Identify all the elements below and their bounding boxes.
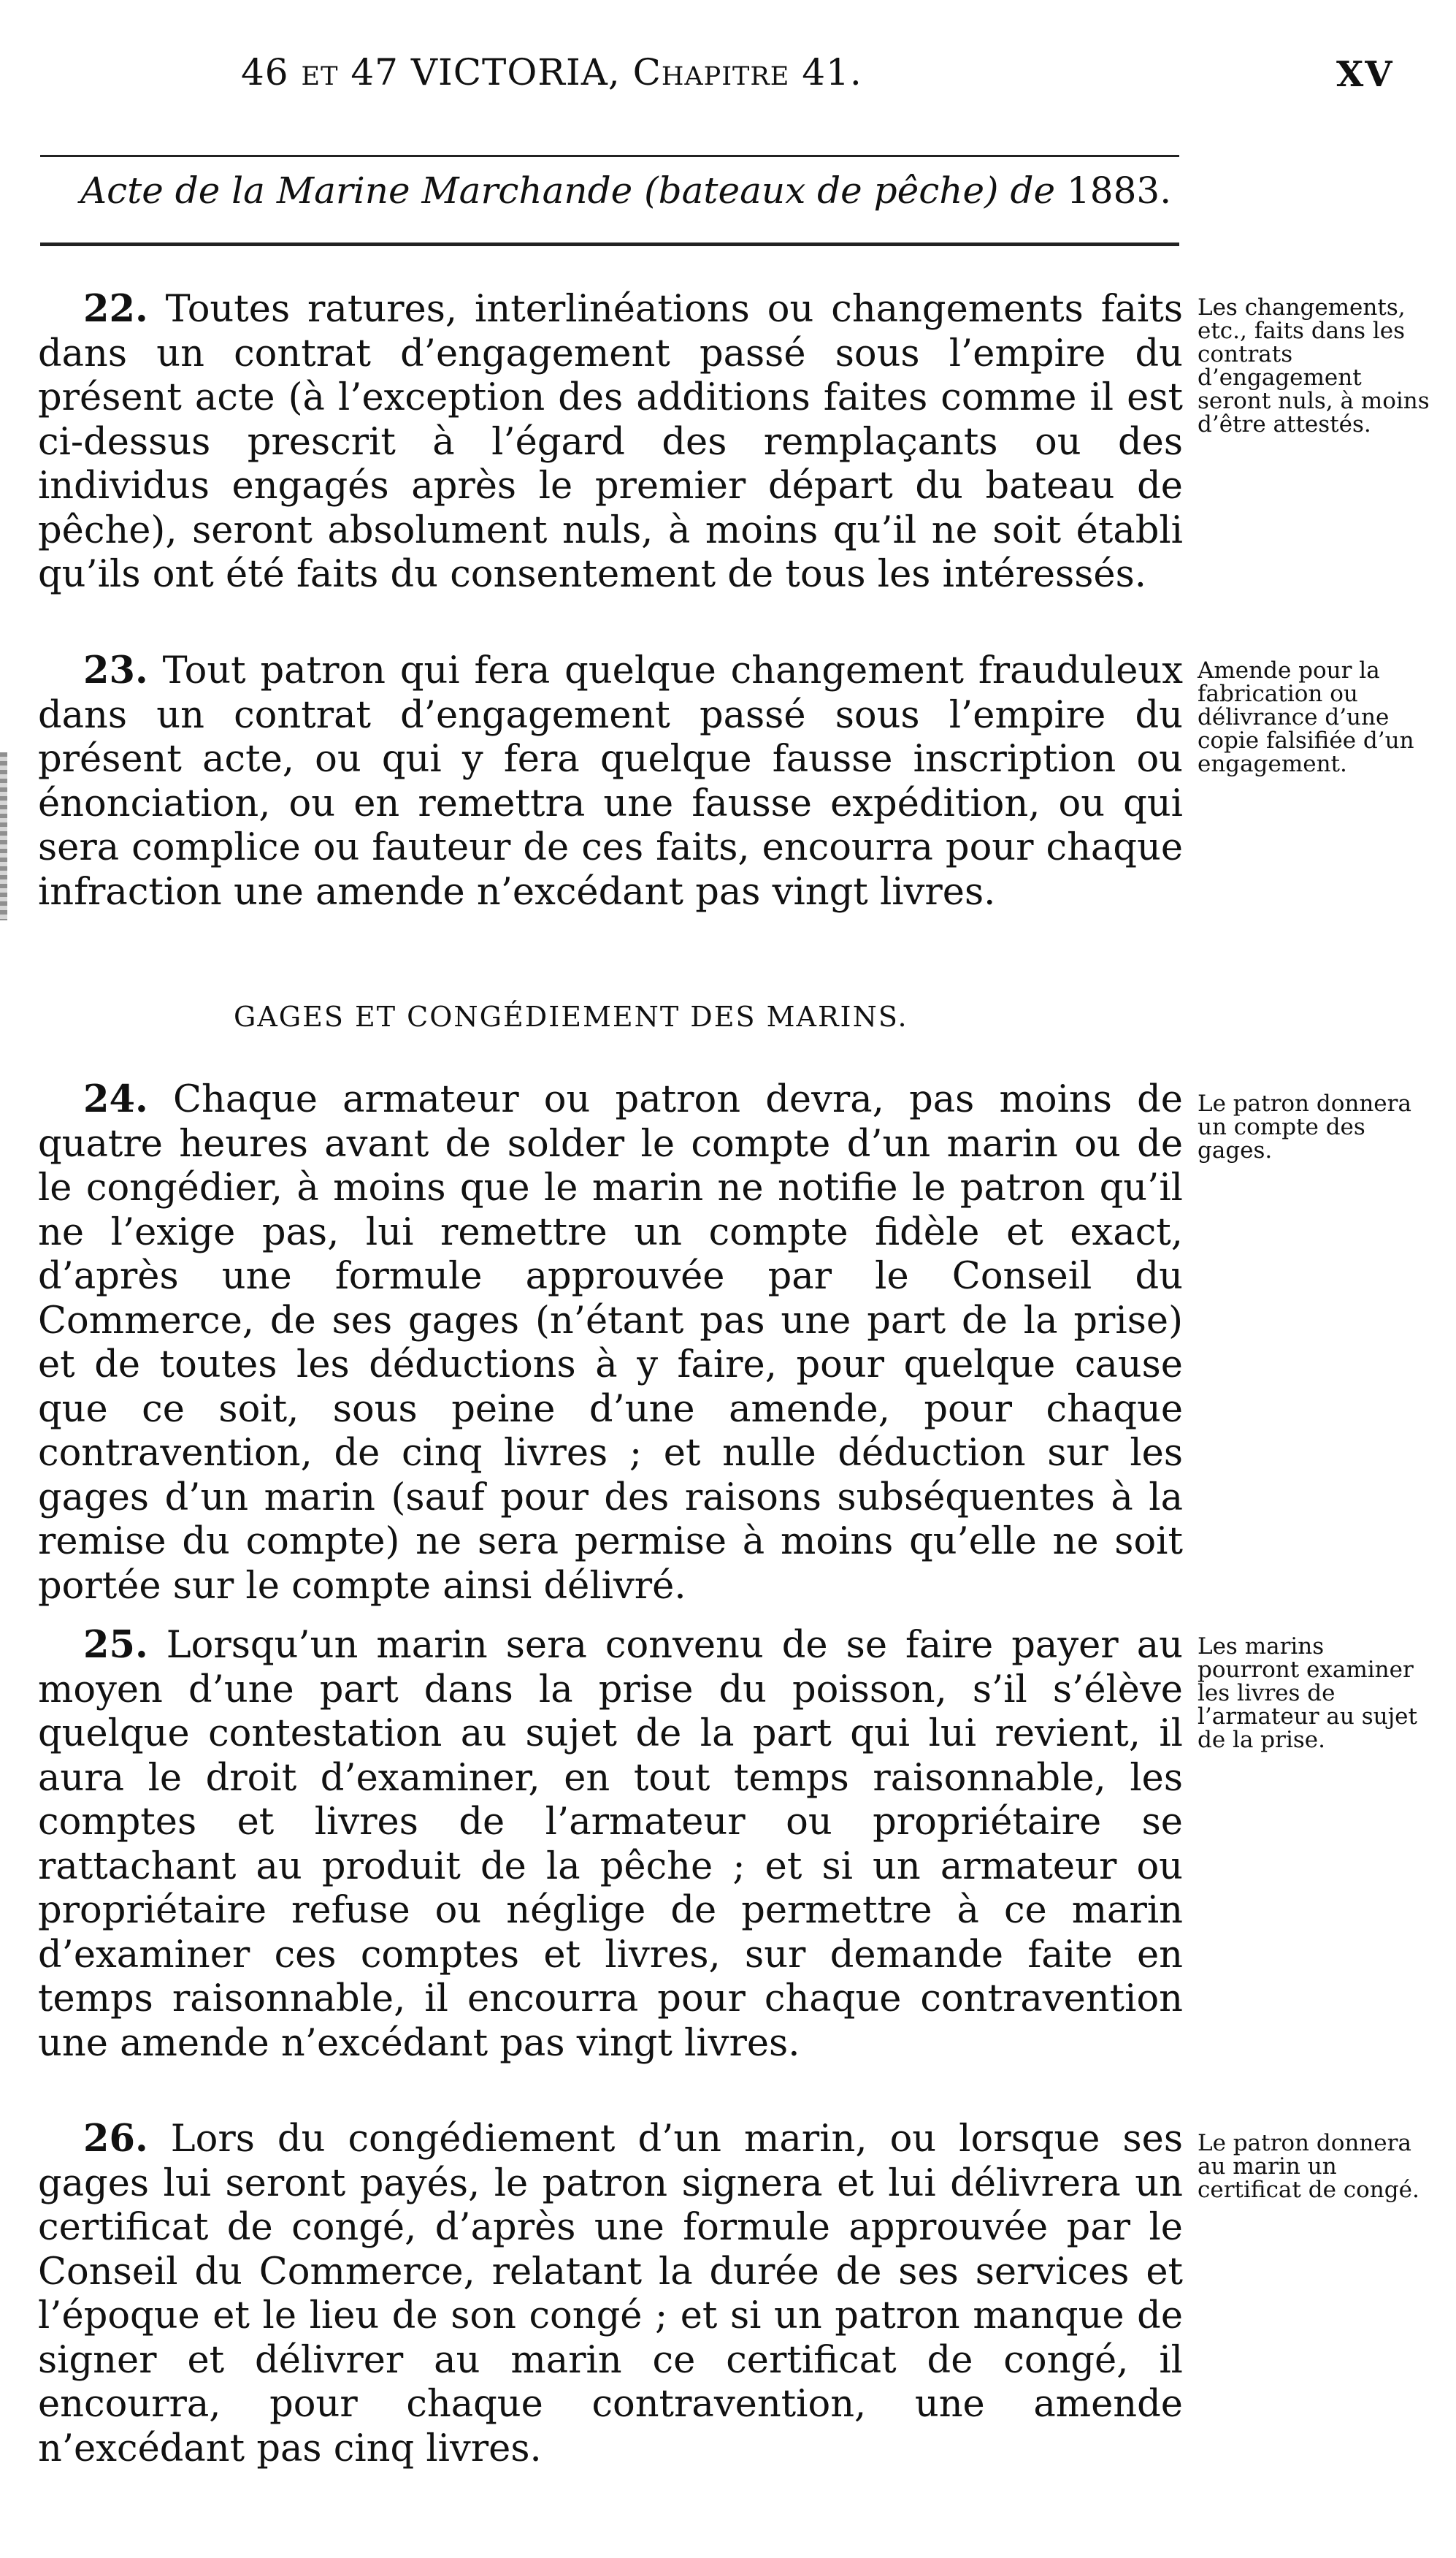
header-chapitre: Chapitre <box>632 51 790 93</box>
marginal-note-22: Les changements, etc., faits dans les contrats d’engagement seront nuls, à moins d’être attestés. <box>1198 294 1430 438</box>
marginal-note-23: Amende pour la fabrication ou délivrance d’une copie falsifiée d’un engagement. <box>1198 657 1414 777</box>
act-title-text: Acte de la Marine Marchande (bateaux de pêche) de <box>80 169 1067 212</box>
header-rule-bottom <box>40 243 1179 246</box>
section-25 <box>38 1623 1183 2066</box>
scan-edge-artifact <box>0 752 7 920</box>
marginal-note-26: Le patron donnera au marin un certificat de congé. <box>1198 2130 1419 2203</box>
section-23 <box>38 649 1183 915</box>
section-number: 25. <box>83 1623 148 1667</box>
section-26 <box>38 2117 1183 2471</box>
running-header <box>241 51 862 93</box>
section-number: 23. <box>83 649 148 692</box>
section-text: Tout patron qui fera quelque changement frauduleux dans un contrat d’engagement passé sous l’empire du présent acte, ou qui y fera quelque fausse inscription ou énonciation, ou en remettra une fausse expédition, ou qui sera complice ou fauteur de ces faits, encourra pour chaque infraction une amende n’excédant pas vingt livres. <box>38 649 1183 914</box>
section-text: Lorsqu’un marin sera convenu de se faire payer au moyen d’une part dans la prise du poisson, s’il s’élève quelque contestation au sujet de la part qui lui revient, il aura le droit d’examiner, en tout temps raisonnable, les comptes et livres de l’armateur ou propriétaire se rattachant au produit de la pêche ; et si un armateur ou propriétaire refuse ou néglige de permettre à ce marin d’examiner ces comptes et livres, sur demande faite en temps raisonnable, il encourra pour chaque contravention une amende n’excédant pas vingt livres. <box>38 1624 1183 2065</box>
header-rule-top <box>40 155 1179 157</box>
section-24 <box>38 1077 1183 1608</box>
header-number: 41. <box>789 51 862 93</box>
section-heading: GAGES ET CONGÉDIEMENT DES MARINS. <box>234 1001 908 1033</box>
header-middle: 47 VICTORIA, <box>338 51 633 93</box>
section-number: 22. <box>83 287 148 331</box>
act-title-year: 1883. <box>1066 169 1172 212</box>
section-text: Lors du congédiement d’un marin, ou lorsque ses gages lui seront payés, le patron signera et lui délivrera un certificat de congé, d’après une formule approuvée par le Conseil du Commerce, relatant la durée de ses services et l’époque et le lieu de son congé ; et si un patron manque de signer et délivrer au marin ce certificat de congé, il encourra, pour chaque contravention, une amende n’excédant pas cinq livres. <box>38 2118 1183 2470</box>
act-title <box>80 169 1171 212</box>
marginal-note-25: Les marins pourront examiner les livres de l’armateur au sujet de la prise. <box>1198 1633 1417 1753</box>
marginal-note-24: Le patron donnera un compte des gages. <box>1198 1091 1411 1164</box>
header-prefix: 46 <box>241 51 302 93</box>
section-text: Toutes ratures, interlinéations ou changements faits dans un contrat d’engagement passé sous l’empire du présent acte (à l’exception des additions faites comme il est ci-dessus prescrit à l’égard des remplaçants ou des individus engagés après le premier départ du bateau de pêche), seront absolument nuls, à moins qu’il ne soit établi qu’ils ont été faits du consentement de tous les intéressés. <box>38 288 1183 596</box>
section-number: 24. <box>83 1077 148 1121</box>
page-number: XV <box>1336 54 1394 95</box>
header-et: et <box>301 51 339 93</box>
section-number: 26. <box>83 2117 148 2161</box>
section-text: Chaque armateur ou patron devra, pas moins de quatre heures avant de solder le compte d’un marin ou de le congédier, à moins que le marin ne notifie le patron qu’il ne l’exige pas, lui remettre un compte fidèle et exact, d’après une formule approuvée par le Conseil du Commerce, de ses gages (n’étant pas une part de la prise) et de toutes les déductions à y faire, pour quelque cause que ce soit, sous peine d’une amende, pour chaque contravention, de cinq livres ; et nulle déduction sur les gages d’un marin (sauf pour des raisons subséquentes à la remise du compte) ne sera permise à moins qu’elle ne soit portée sur le compte ainsi délivré. <box>38 1078 1183 1608</box>
section-22 <box>38 287 1183 597</box>
